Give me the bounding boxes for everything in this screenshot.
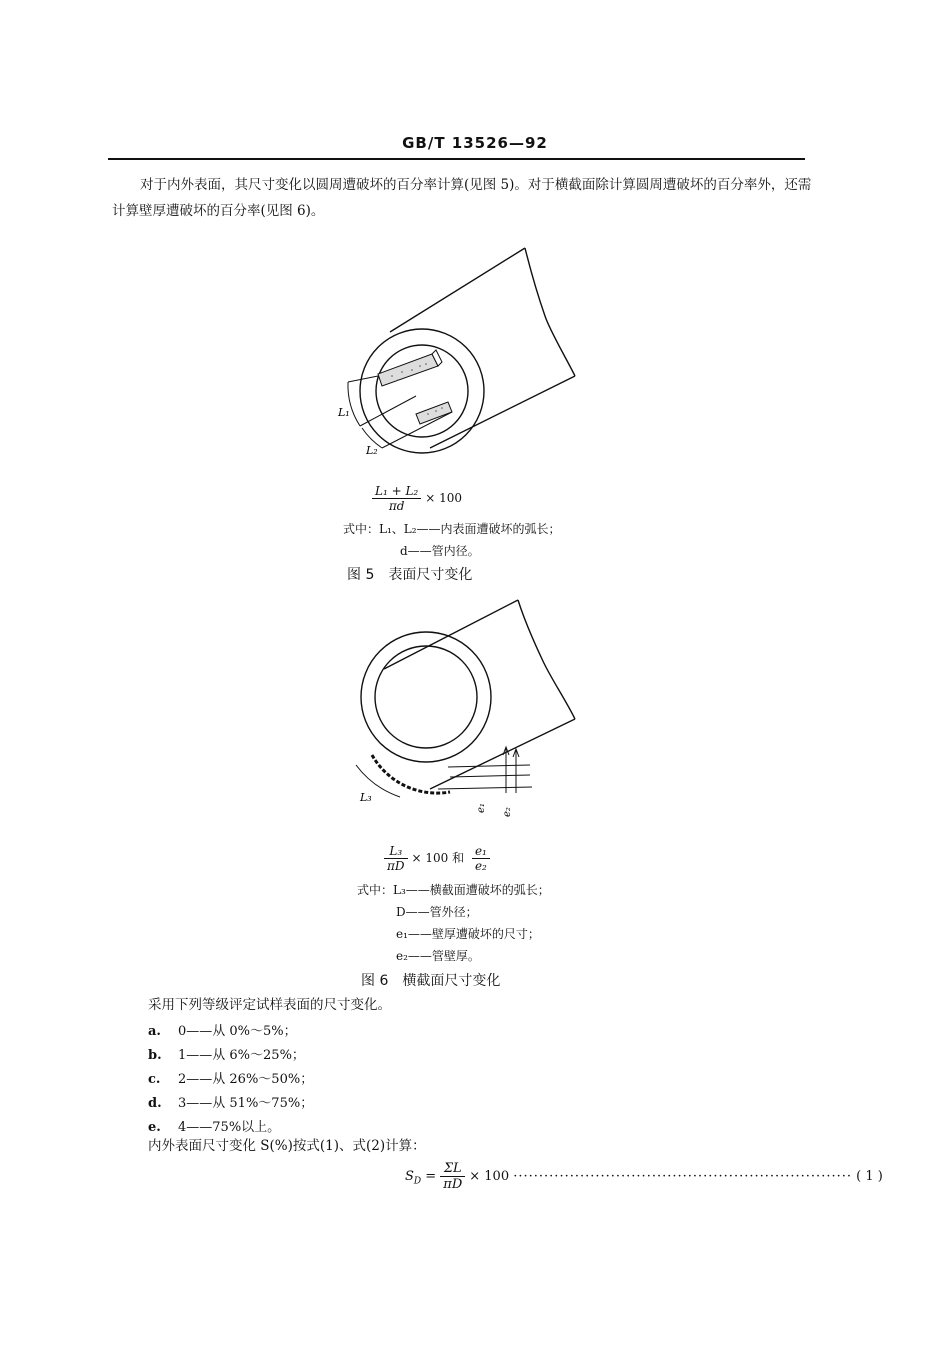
fig6-formula-denominator: πD xyxy=(387,859,405,873)
intro-paragraph: 对于内外表面，其尺寸变化以圆周遭破坏的百分率计算(见图 5)。对于横截面除计算圆周遭破坏的百分率外，还需计算壁厚遭破坏的百分率(见图 6)。 xyxy=(112,177,812,219)
level-item: e. 4——75%以上。 xyxy=(148,1120,281,1135)
calc-intro: 内外表面尺寸变化 S(%)按式(1)、式(2)计算： xyxy=(148,1138,426,1154)
fig6-formula-numerator: L₃ xyxy=(384,844,408,859)
fig5-formula-multiplier: × 100 xyxy=(425,491,463,505)
fig6-label-e1: e₁ xyxy=(476,803,487,813)
eq1-number: ( 1 ) xyxy=(856,1169,883,1184)
fig5-formula-denominator: πd xyxy=(388,499,405,513)
fig6-legend-4: e₂——管壁厚。 xyxy=(396,949,480,963)
fig5-formula-numerator: L₁ + L₂ xyxy=(372,484,421,499)
fig6-formula xyxy=(384,844,494,873)
fig5-damage-strip-1 xyxy=(378,350,442,386)
fig5-legend-2: d——管内径。 xyxy=(400,544,480,558)
header-rule xyxy=(108,158,805,160)
page-header: GB/T 13526—92 xyxy=(402,134,548,152)
eq1-lhs: S xyxy=(405,1169,414,1184)
fig6-formula-denominator-2: e₂ xyxy=(474,859,487,873)
fig6-formula-numerator-2: e₁ xyxy=(472,844,490,859)
fig6-formula-multiplier: × 100 和 xyxy=(411,851,465,865)
fig5-label-l1: L₁ xyxy=(338,406,350,419)
equation-1: $S_D$ = $\frac{\Sigma L}{\pi D}$ × 100 ·································································· ( 1 ) xyxy=(405,1161,883,1192)
level-item: a. 0——从 0%～5%； xyxy=(148,1024,297,1039)
fig5-formula xyxy=(372,484,462,513)
level-item: c. 2——从 26%～50%； xyxy=(148,1072,314,1087)
figure-6-drawing xyxy=(320,597,610,832)
figure-5-drawing xyxy=(320,236,600,466)
eq1-numerator: ΣL xyxy=(440,1161,465,1177)
fig6-label-e2: e₂ xyxy=(502,807,513,817)
eq1-multiplier: × 100 xyxy=(469,1169,510,1184)
fig5-caption: 图 5 表面尺寸变化 xyxy=(347,567,473,583)
level-item: b. 1——从 6%～25%； xyxy=(148,1048,305,1063)
eq1-lhs-sub: D xyxy=(413,1176,422,1187)
fig6-caption: 图 6 横截面尺寸变化 xyxy=(361,973,501,989)
fig6-legend-1: 式中：L₃——横截面遭破坏的弧长； xyxy=(357,883,550,897)
fig6-legend-3: e₁——壁厚遭破坏的尺寸； xyxy=(396,927,540,941)
fig5-legend-1: 式中：L₁、L₂——内表面遭破坏的弧长； xyxy=(343,522,561,536)
fig6-label-l3: L₃ xyxy=(360,791,372,804)
fig6-legend-2: D——管外径； xyxy=(396,905,478,919)
eq1-denominator: πD xyxy=(443,1177,463,1192)
level-item: d. 3——从 51%～75%； xyxy=(148,1096,314,1111)
fig5-label-l2: L₂ xyxy=(366,444,378,457)
grading-intro: 采用下列等级评定试样表面的尺寸变化。 xyxy=(148,997,391,1013)
